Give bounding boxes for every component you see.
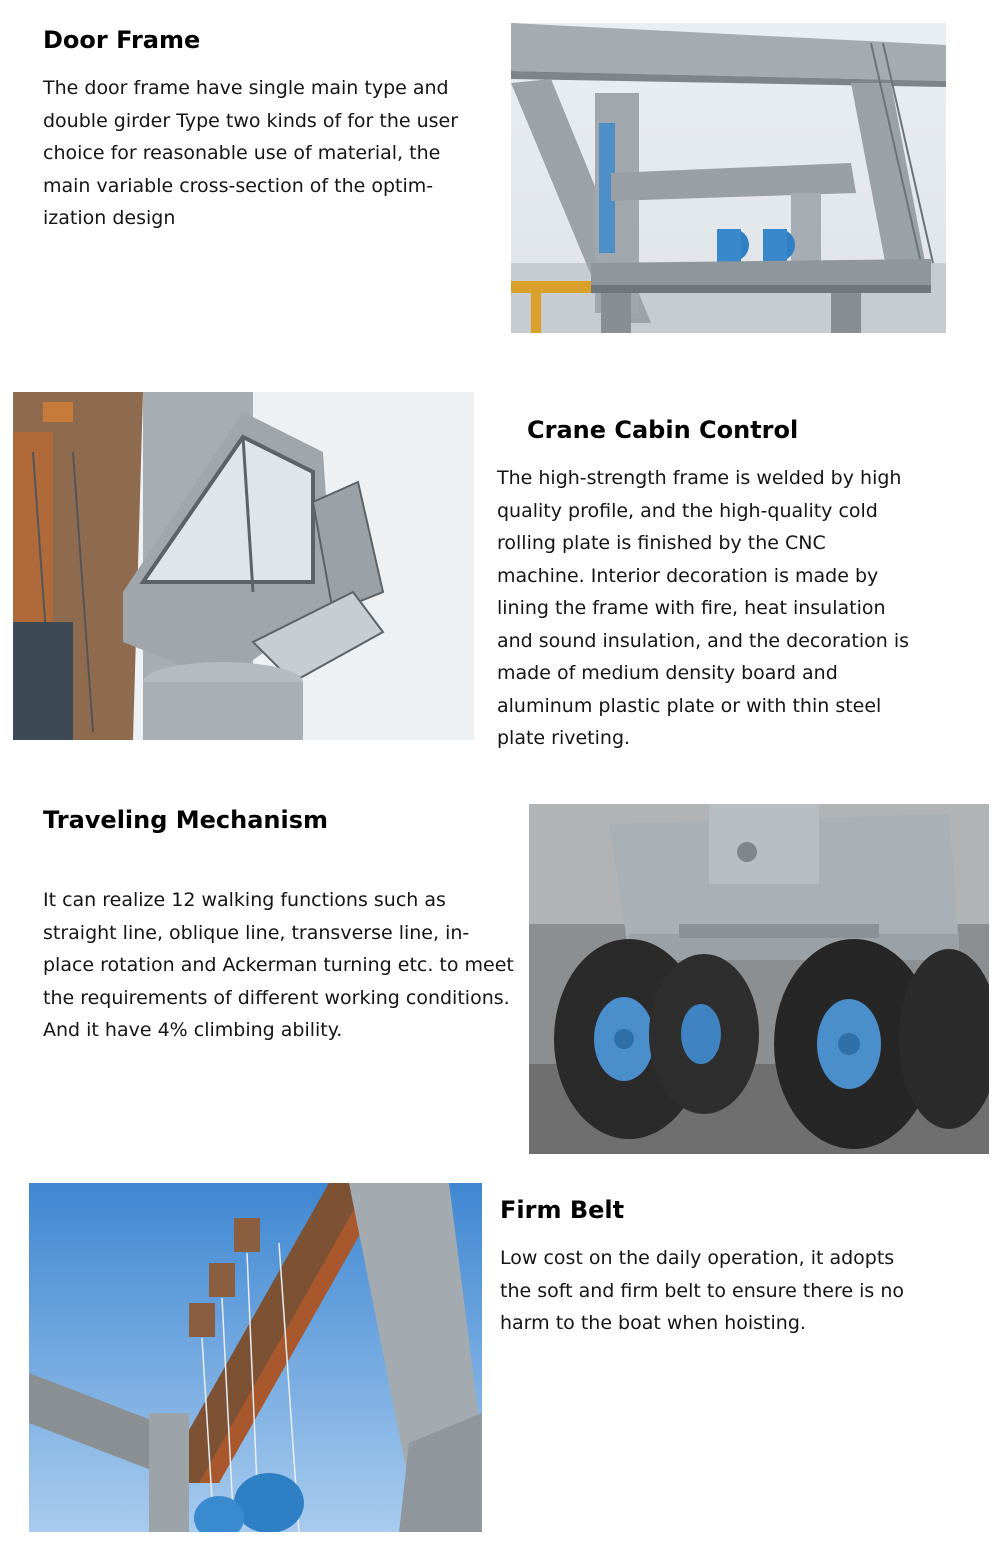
crane-cabin-text: The high-strength frame is welded by high quality profile, and the high-quality cold rolling plate is finished by the CNC machine. Interior decoration is made by lining the frame with fire, heat insulation and sound insulation, and the decoration is made of medium density board and aluminum plastic plate or with thin steel plate riveting. <box>497 467 910 749</box>
door-frame-photo <box>511 23 946 333</box>
door-frame-title: Door Frame <box>43 26 201 54</box>
crane-cabin-title: Crane Cabin Control <box>527 416 799 444</box>
traveling-mechanism-photo <box>529 804 989 1154</box>
door-frame-text: The door frame have single main type and double girder Type two kinds of for the user choice for reasonable use of material, the main variable cross-section of the optim- ization design <box>43 77 459 229</box>
crane-cabin-photo <box>13 392 474 740</box>
traveling-mechanism-title: Traveling Mechanism <box>43 806 329 834</box>
firm-belt-text: Low cost on the daily operation, it adopts the soft and firm belt to ensure there is no harm to the boat when hoisting. <box>500 1247 904 1334</box>
firm-belt-title: Firm Belt <box>500 1196 625 1224</box>
firm-belt-photo <box>29 1183 482 1532</box>
traveling-mechanism-text: It can realize 12 walking functions such as straight line, oblique line, transverse line, in-place rotation and Ackerman turning etc. to meet the requirements of different working conditions. And it have 4% climbing ability. <box>43 889 514 1041</box>
